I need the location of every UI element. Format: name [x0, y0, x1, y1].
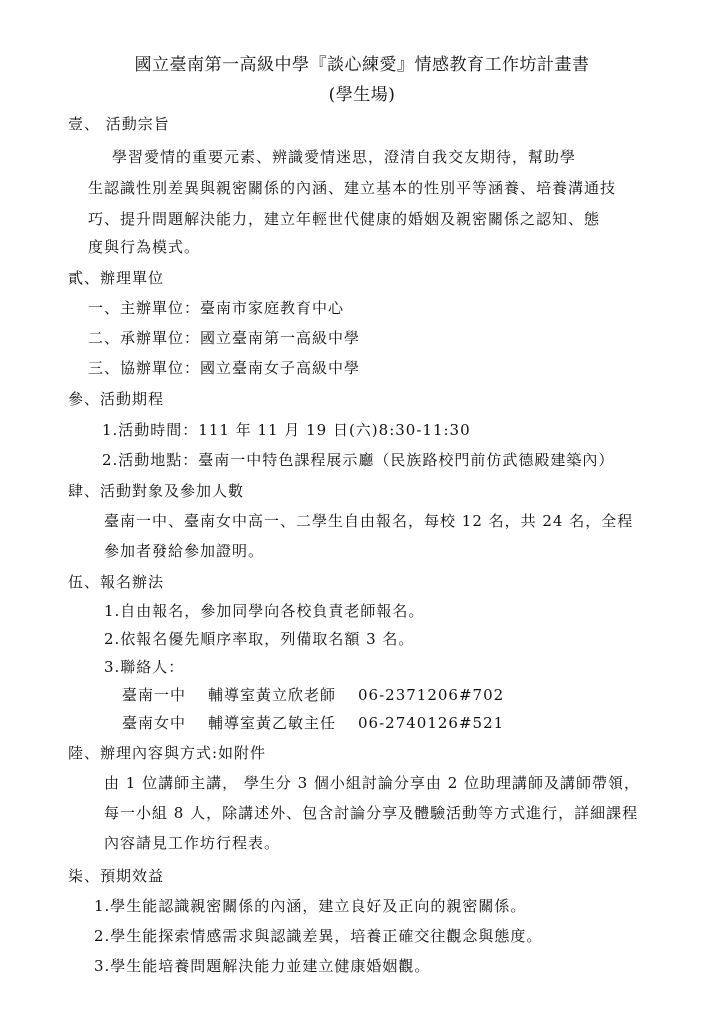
contact-school: 臺南一中 [122, 686, 187, 704]
period-item: 1.活動時間：111 年 11 月 19 日(六)8:30-11:30 [102, 421, 471, 439]
contact-person: 輔導室黃乙敏主任 [208, 714, 337, 732]
section-heading-method: 陸、辦理內容與方式:如附件 [68, 744, 267, 762]
registration-item: 1.自由報名，參加同學向各校負責老師報名。 [104, 602, 425, 620]
participants-line: 參加者發給參加證明。 [104, 542, 265, 560]
contact-row [122, 684, 504, 705]
section-heading-period: 參、活動期程 [68, 390, 165, 408]
contact-school: 臺南女中 [122, 714, 187, 732]
period-item: 2.活動地點：臺南一中特色課程展示廳（民族路校門前仿武德殿建築內） [102, 451, 615, 469]
outcomes-item: 1.學生能認識親密關係的內涵，建立良好及正向的親密關係。 [94, 897, 527, 915]
section-heading-registration: 伍、報名辦法 [68, 573, 165, 591]
purpose-line: 巧、提升問題解決能力，建立年輕世代健康的婚姻及親密關係之認知、態 [88, 210, 601, 228]
contact-person: 輔導室黃立欣老師 [208, 686, 337, 704]
participants-line: 臺南一中、臺南女中高一、二學生自由報名，每校 12 名，共 24 名，全程 [104, 512, 634, 530]
section-heading-outcomes: 柒、預期效益 [68, 867, 165, 885]
purpose-line: 生認識性別差異與親密關係的內涵、建立基本的性別平等涵養、培養溝通技 [88, 179, 617, 197]
section-heading-purpose: 壹、 活動宗旨 [68, 115, 170, 133]
units-item: 二、承辦單位：國立臺南第一高級中學 [88, 329, 361, 347]
section-heading-participants: 肆、活動對象及參加人數 [68, 482, 245, 500]
outcomes-item: 3.學生能培養問題解決能力並建立健康婚姻觀。 [94, 957, 431, 975]
contact-phone: 06-2740126#521 [358, 714, 505, 732]
method-line: 內容請見工作坊行程表。 [104, 834, 281, 852]
document-title: 國立臺南第一高級中學『談心練愛』情感教育工作坊計畫書 [134, 55, 590, 75]
purpose-line: 學習愛情的重要元素、辨識愛情迷思，澄清自我交友期待，幫助學 [112, 148, 577, 166]
section-heading-units: 貳、辦理單位 [68, 269, 165, 287]
method-line: 由 1 位講師主講， 學生分 3 個小組討論分享由 2 位助理講師及講師帶領， [104, 774, 641, 792]
contact-phone: 06-2371206#702 [358, 686, 505, 704]
units-item: 三、協辦單位：國立臺南女子高級中學 [88, 359, 361, 377]
method-line: 每一小組 8 人，除講述外、包含討論分享及體驗活動等方式進行，詳細課程 [104, 804, 639, 822]
document-subtitle: (學生場) [328, 85, 396, 105]
purpose-line: 度與行為模式。 [88, 238, 201, 256]
outcomes-item: 2.學生能探索情感需求與認識差異，培養正確交往觀念與態度。 [94, 927, 543, 945]
registration-item: 2.依報名優先順序率取，列備取名額 3 名。 [104, 630, 415, 648]
contact-row [122, 712, 504, 733]
registration-item: 3.聯絡人： [104, 658, 185, 676]
units-item: 一、主辦單位：臺南市家庭教育中心 [88, 299, 345, 317]
